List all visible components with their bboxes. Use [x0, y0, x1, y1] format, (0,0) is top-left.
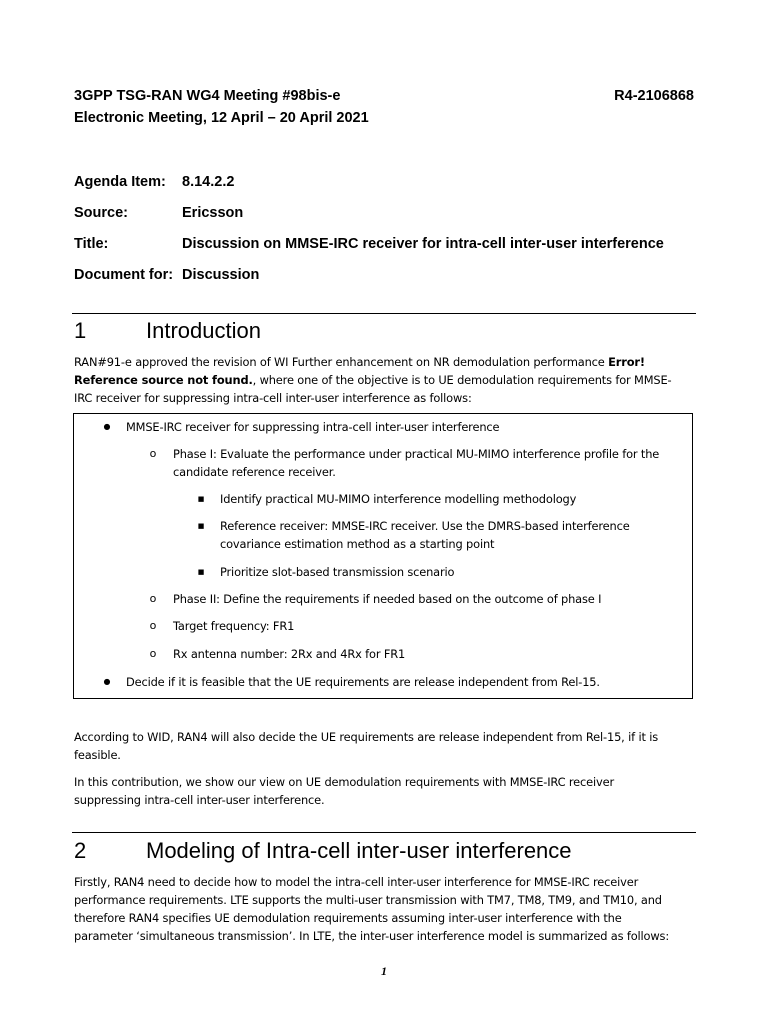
- contribution-text: suppressing intra-cell inter-user interference.: [74, 793, 325, 807]
- circle-bullet-icon: o: [149, 447, 157, 460]
- document-for-label: Document for:: [74, 267, 174, 283]
- source-label: Source:: [74, 205, 128, 221]
- objective-phase-1-cont: candidate reference receiver.: [173, 465, 336, 479]
- modeling-text: performance requirements. LTE supports the multi-user transmission with TM7, TM8, TM9, and TM10, and: [74, 893, 662, 907]
- objective-item-release-independent: Decide if it is feasible that the UE requirements are release independent from Rel-15.: [126, 675, 600, 689]
- objective-phase-1: Phase I: Evaluate the performance under practical MU-MIMO interference profile for the: [173, 447, 660, 461]
- circle-bullet-icon: o: [149, 647, 157, 660]
- modeling-paragraph: [74, 873, 696, 945]
- title-label: Title:: [74, 236, 109, 252]
- intro-text: IRC receiver for suppressing intra-cell inter-user interference as follows:: [74, 391, 472, 405]
- contribution-paragraph: [74, 773, 696, 809]
- wid-text: feasible.: [74, 748, 121, 762]
- square-bullet-icon: ■: [197, 568, 205, 576]
- section-1-title: Introduction: [146, 318, 261, 343]
- section-2-number: 2: [74, 838, 87, 863]
- meeting-title: 3GPP TSG-RAN WG4 Meeting #98bis-e: [74, 88, 341, 104]
- meeting-location-date: Electronic Meeting, 12 April – 20 April 2021: [74, 110, 369, 126]
- objective-sub-reference-receiver-cont: covariance estimation method as a starting point: [220, 537, 495, 551]
- document-number: R4-2106868: [614, 88, 694, 104]
- section-1-rule: [72, 313, 696, 314]
- agenda-item-value: 8.14.2.2: [182, 174, 235, 190]
- modeling-text: therefore RAN4 specifies UE demodulation requirements assuming inter-user interference with the: [74, 911, 622, 925]
- agenda-item-label: Agenda Item:: [74, 174, 166, 190]
- section-2-title: Modeling of Intra-cell inter-user interference: [146, 838, 572, 863]
- wid-paragraph: [74, 728, 696, 764]
- section-2-rule: [72, 832, 696, 833]
- objective-sub-modelling: Identify practical MU-MIMO interference modelling methodology: [220, 492, 577, 506]
- square-bullet-icon: ■: [197, 522, 205, 530]
- modeling-text: Firstly, RAN4 need to decide how to model the intra-cell inter-user interference for MMSE-IRC receiver: [74, 875, 639, 889]
- objective-sub-slot-based: Prioritize slot-based transmission scenario: [220, 565, 455, 579]
- intro-text: RAN#91-e approved the revision of WI Further enhancement on NR demodulation performance: [74, 355, 609, 369]
- contribution-text: In this contribution, we show our view on UE demodulation requirements with MMSE-IRC receiver: [74, 775, 614, 789]
- wid-text: According to WID, RAN4 will also decide the UE requirements are release independent from Rel-15, if it is: [74, 730, 659, 744]
- modeling-text: parameter ‘simultaneous transmission’. In LTE, the inter-user interference model is summarized as follows:: [74, 929, 670, 943]
- section-1-number: 1: [74, 318, 87, 343]
- error-reference-text: Reference source not found.: [74, 373, 253, 387]
- error-reference-text: Error!: [608, 355, 645, 369]
- objective-phase-2: Phase II: Define the requirements if needed based on the outcome of phase I: [173, 592, 602, 606]
- title-value: Discussion on MMSE-IRC receiver for intra-cell inter-user interference: [182, 236, 664, 252]
- objective-rx-antenna: Rx antenna number: 2Rx and 4Rx for FR1: [173, 647, 406, 661]
- circle-bullet-icon: o: [149, 619, 157, 632]
- document-for-value: Discussion: [182, 267, 260, 283]
- square-bullet-icon: ■: [197, 495, 205, 503]
- page-number: 1: [381, 964, 387, 978]
- intro-paragraph: [74, 353, 696, 407]
- source-value: Ericsson: [182, 205, 244, 221]
- objective-item-mmse-irc: MMSE-IRC receiver for suppressing intra-cell inter-user interference: [126, 420, 500, 434]
- bullet-icon: ●: [103, 422, 111, 431]
- objective-target-frequency: Target frequency: FR1: [173, 619, 295, 633]
- circle-bullet-icon: o: [149, 592, 157, 605]
- bullet-icon: ●: [103, 677, 111, 686]
- intro-text: , where one of the objective is to UE demodulation requirements for MMSE-: [252, 373, 672, 387]
- objective-sub-reference-receiver: Reference receiver: MMSE-IRC receiver. Use the DMRS-based interference: [220, 519, 630, 533]
